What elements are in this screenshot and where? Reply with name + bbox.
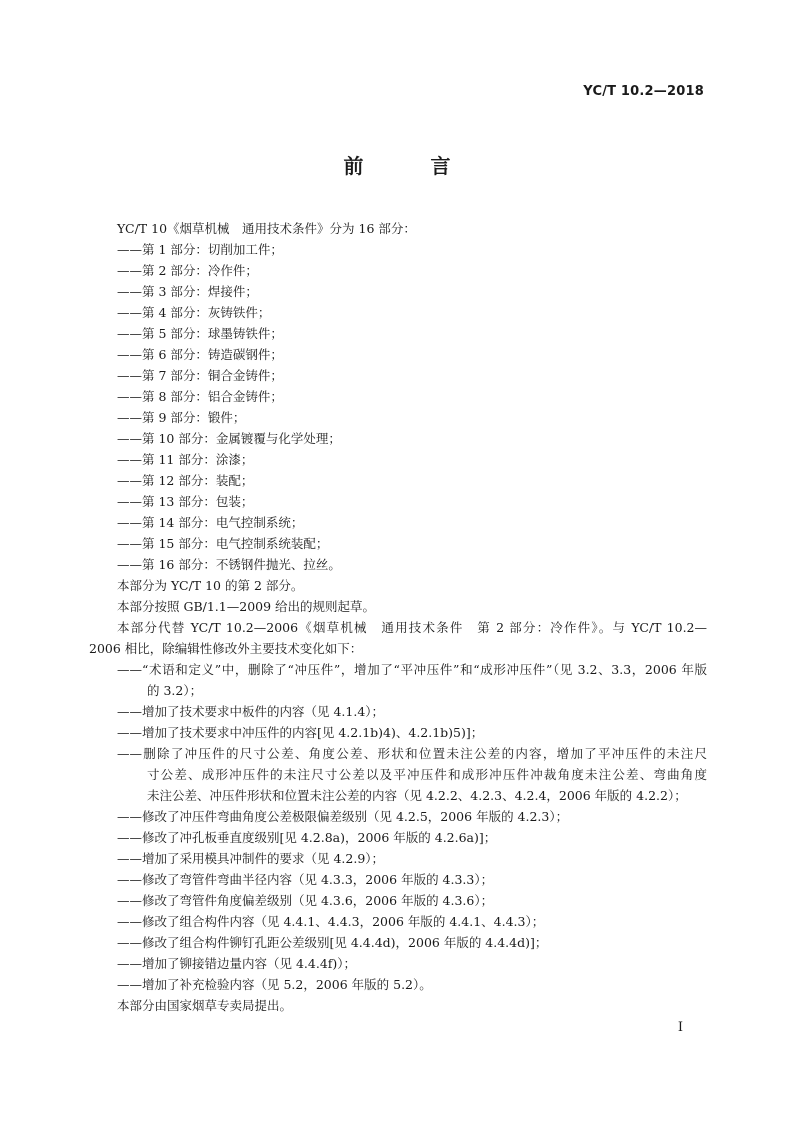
text-line: ——第 1 部分：切削加工件； <box>117 242 283 257</box>
text-line: ——增加了铆接错边量内容（见 4.4.4f)）； <box>117 956 357 971</box>
text-line: ——修改了弯管件角度偏差级别（见 4.3.6，2006 年版的 4.3.6）； <box>117 893 494 908</box>
text-line: ——修改了冲孔板垂直度级别[见 4.2.8a)，2006 年版的 4.2.6a)]； <box>117 830 497 845</box>
text-line: ——第 5 部分：球墨铸铁件； <box>117 326 283 341</box>
text-line: ——增加了技术要求中冲压件的内容[见 4.2.1b)4)、4.2.1b)5)]； <box>117 725 484 740</box>
text-line: ——第 16 部分：不锈钢件抛光、拉丝。 <box>117 557 341 572</box>
text-line: 本部分为 YC/T 10 的第 2 部分。 <box>117 578 304 593</box>
text-line: ——第 2 部分：冷作件； <box>117 263 258 278</box>
text-line: ——第 8 部分：铝合金铸件； <box>117 389 283 404</box>
text-line: ——第 6 部分：铸造碳钢件； <box>117 347 283 362</box>
text-line: 2006 相比，除编辑性修改外主要技术变化如下： <box>89 641 363 656</box>
text-line: 寸公差、成形冲压件的未注尺寸公差以及平冲压件和成形冲压件冲裁角度未注公差、弯曲角度 <box>147 767 707 782</box>
text-line: 本部分按照 GB/1.1—2009 给出的规则起草。 <box>117 599 376 614</box>
text-line: ——第 15 部分：电气控制系统装配； <box>117 536 329 551</box>
text-line: 本部分由国家烟草专卖局提出。 <box>117 998 293 1013</box>
text-line: 本部分代替 YC/T 10.2—2006《烟草机械 通用技术条件 第 2 部分：冷作件》。与 YC/T 10.2— <box>117 620 707 635</box>
text-line: ——删除了冲压件的尺寸公差、角度公差、形状和位置未注公差的内容，增加了平冲压件的未注尺 <box>117 746 707 761</box>
text-line: ——第 7 部分：铜合金铸件； <box>117 368 283 383</box>
foreword-body <box>89 218 707 1016</box>
text-line: ——增加了采用模具冲制件的要求（见 4.2.9）； <box>117 851 385 866</box>
text-line: ——第 9 部分：锻件； <box>117 410 246 425</box>
text-line: ——第 10 部分：金属镀覆与化学处理； <box>117 431 341 446</box>
text-line: ——增加了补充检验内容（见 5.2，2006 年版的 5.2）。 <box>117 977 432 992</box>
text-line: ——第 13 部分：包装； <box>117 494 254 509</box>
page-number: I <box>677 1020 683 1035</box>
text-line: ——增加了技术要求中板件的内容（见 4.1.4）； <box>117 704 385 719</box>
text-line: ——第 4 部分：灰铸铁件； <box>117 305 271 320</box>
text-line: 未注公差、冲压件形状和位置未注公差的内容（见 4.2.2、4.2.3、4.2.4，2006 年版的 4.2.2）； <box>147 788 687 803</box>
text-line: ——第 12 部分：装配； <box>117 473 254 488</box>
text-line: ——修改了冲压件弯曲角度公差极限偏差级别（见 4.2.5，2006 年版的 4.2.3）； <box>117 809 569 824</box>
text-line: ——第 14 部分：电气控制系统； <box>117 515 304 530</box>
text-line: YC/T 10《烟草机械 通用技术条件》分为 16 部分： <box>117 221 416 236</box>
text-line: ——修改了组合构件铆钉孔距公差级别[见 4.4.4d)，2006 年版的 4.4.4d)]； <box>117 935 548 950</box>
text-line: ——第 3 部分：焊接件； <box>117 284 258 299</box>
page-title: 前 言 <box>343 154 481 178</box>
text-line: 的 3.2）； <box>147 683 203 698</box>
text-line: ——修改了弯管件弯曲半径内容（见 4.3.3，2006 年版的 4.3.3）； <box>117 872 494 887</box>
text-line: ——“术语和定义”中，删除了“冲压件”，增加了“平冲压件”和“成形冲压件”（见 3.2、3.3，2006 年版 <box>117 662 707 677</box>
standard-code: YC/T 10.2—2018 <box>583 84 704 99</box>
text-line: ——修改了组合构件内容（见 4.4.1、4.4.3，2006 年版的 4.4.1、4.4.3）； <box>117 914 545 929</box>
text-line: ——第 11 部分：涂漆； <box>117 452 254 467</box>
